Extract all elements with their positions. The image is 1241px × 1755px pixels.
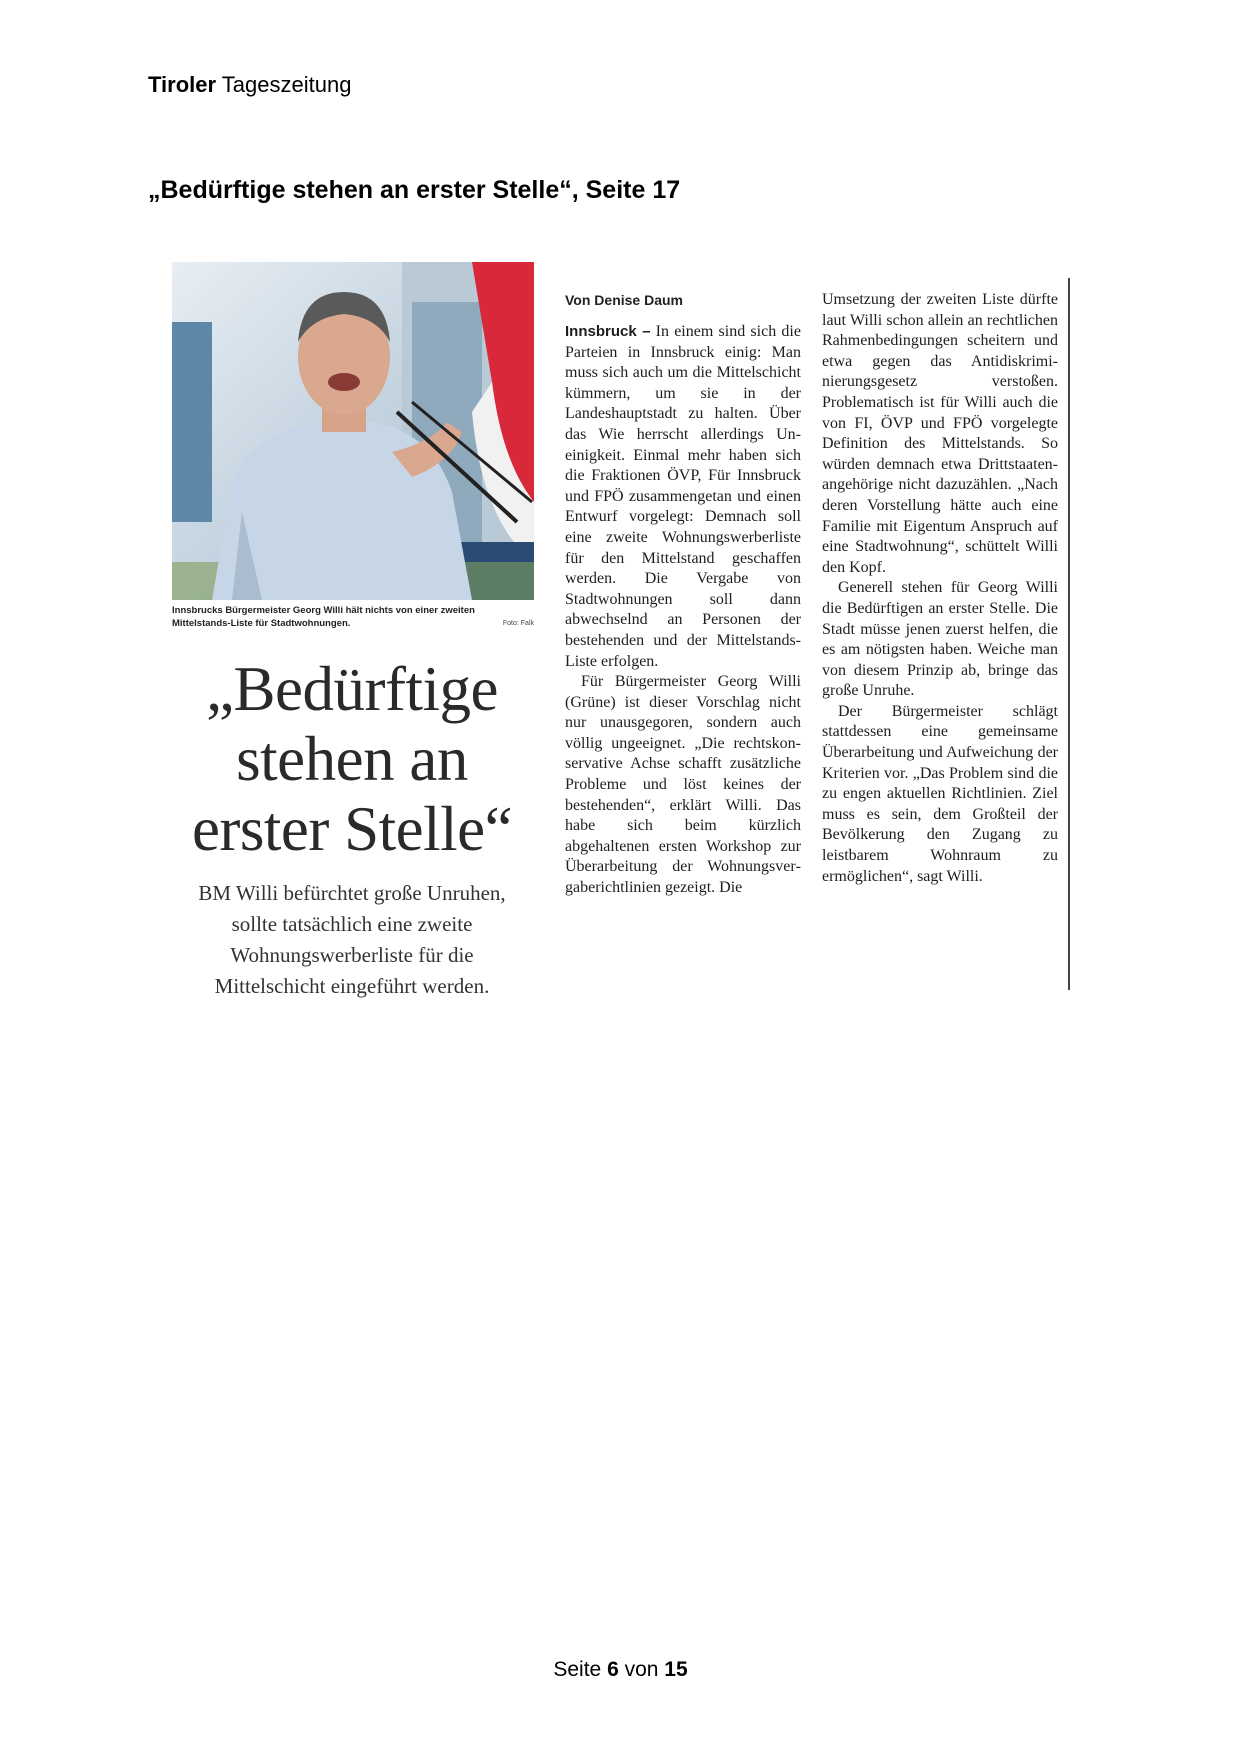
article-title-line: stehen an: [236, 724, 468, 794]
article-subtitle-line: sollte tatsächlich eine zweite: [231, 912, 473, 936]
article-subtitle: [170, 878, 534, 1002]
article-title-line: „Bedürftige: [206, 654, 498, 724]
photo-caption: [172, 604, 534, 630]
article-title: [170, 654, 534, 864]
article-paragraph: [565, 322, 801, 672]
article-paragraph: Für Bürgermeister Georg Willi (Grüne) ist dieser Vorschlag nicht nur unausgegoren, sondern auch völlig ungeeignet. „Die rechtskonservative Achse schafft zusätzliche Probleme und löst keines der bestehenden“, erklärt Willi. Das habe sich beim kürzlich abgehaltenen ersten Workshop zur Überarbeitung der Wohnungsvergaberichtlinien gezeigt. Die: [565, 673, 801, 897]
article-subtitle-line: BM Willi befürchtet große Unruhen,: [198, 881, 506, 905]
publisher-name-bold: Tiroler: [148, 72, 217, 97]
page-number: [0, 1658, 1241, 1682]
article-photo: [172, 262, 534, 600]
page-headline: „Bedürftige stehen an erster Stelle“, Seite 17: [148, 176, 681, 204]
article-title-line: erster Stelle“: [191, 794, 513, 864]
page-number-total: 15: [664, 1658, 688, 1681]
article-author: Von Denise Daum: [565, 292, 683, 308]
article-dateline: Innsbruck –: [565, 323, 651, 340]
photo-credit: Foto: Falk: [502, 620, 534, 627]
newspaper-clipping: [170, 258, 1070, 998]
article-paragraph: Generell stehen für Georg Willi die Bedürftigen an erster Stelle. Die Stadt müsse jenen zuerst helfen, die es am nötigsten haben. Weiche man von diesem Prinzip ab, bringe das große Unruhe.: [822, 579, 1058, 700]
article-paragraph-text: In einem sind sich die Parteien in Innsbruck einig: Man muss sich auch um die Mittelschicht kümmern, um sie in der Landeshauptstadt zu halten. Über das Wie herrscht allerdings Uneinigkeit. Einmal mehr haben sich die Fraktionen ÖVP, Für Innsbruck und FPÖ zusammengetan und einen Entwurf vorgelegt: Demnach soll eine zweite Wohnungswerberliste für den Mittelstand geschaffen werden. Die Vergabe von Stadtwohnungen soll dann abwechselnd an Personen der bestehenden und der Mittelstands-Liste erfolgen.: [565, 323, 801, 670]
page-number-middle: von: [624, 1658, 659, 1681]
article-subtitle-line: Wohnungswerberliste für die: [230, 943, 474, 967]
article-paragraph: Umsetzung der zweiten Liste dürfte laut Willi schon allein an rechtlichen Rahmenbedingungen scheitern und etwa gegen das Antidiskriminierungsgesetz verstoßen. Problematisch ist für Willi auch die von FI, ÖVP und FPÖ vorgelegte Definition des Mittelstands. So würden demnach etwa Drittstaatenangehörige nicht dazuzählen. „Nach deren Vorstellung hätte auch eine Familie mit Eigentum Anspruch auf eine Stadtwohnung“, schüttelt Willi den Kopf.: [822, 291, 1058, 576]
column-rule: [1068, 278, 1070, 990]
article-subtitle-line: Mittelschicht eingeführt werden.: [214, 974, 490, 998]
publisher-name-regular: Tageszeitung: [221, 72, 352, 97]
photo-caption-text: Innsbrucks Bürgermeister Georg Willi hält nichts von einer zweiten Mittelstands-Liste für Stadtwohnungen.: [172, 605, 475, 629]
article-column-2: [822, 290, 1058, 887]
article-paragraph: Der Bürgermeister schlägt stattdessen eine gemeinsame Überarbeitung und Aufweichung der Kriterien vor. „Das Problem sind die zu engen aktuellen Richtlinien. Ziel muss es sein, dem Großteil der Bevölkerung den Zugang zu leistbarem Wohnraum zu ermöglichen“, sagt Willi.: [822, 702, 1058, 885]
publisher-name: [148, 72, 351, 98]
page-number-prefix: Seite: [553, 1658, 602, 1681]
page-number-current: 6: [607, 1658, 619, 1681]
article-column-1: [565, 290, 801, 899]
